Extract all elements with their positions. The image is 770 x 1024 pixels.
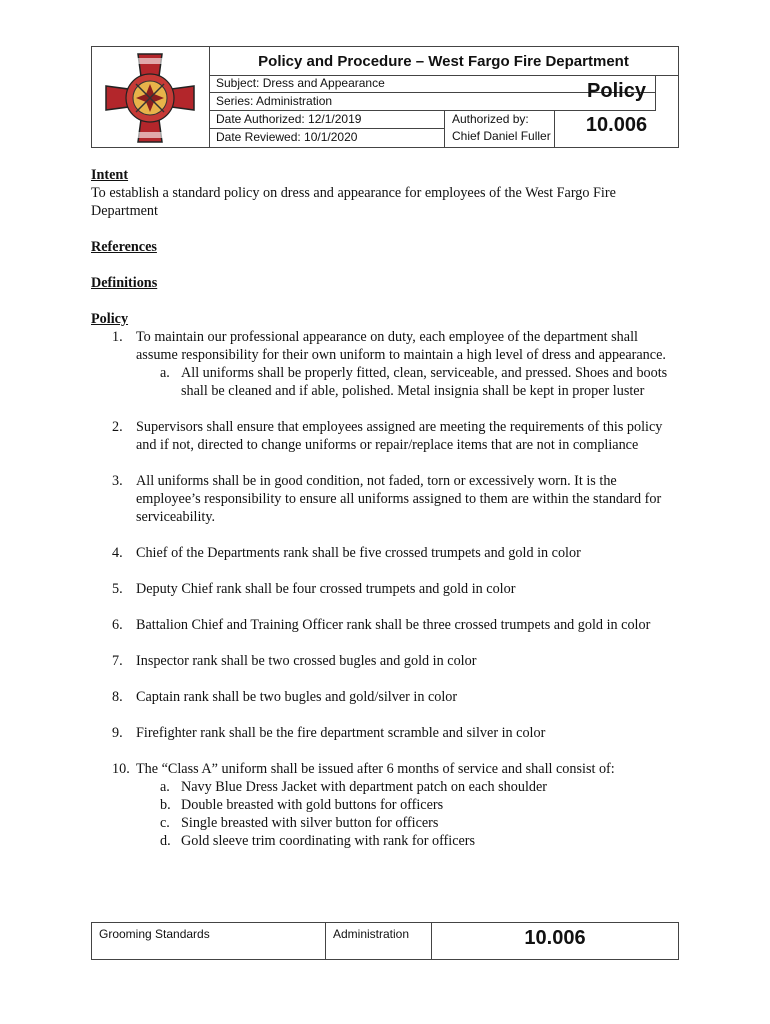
policy-item-number: 5. xyxy=(112,581,123,597)
definitions-heading: Definitions xyxy=(91,275,158,291)
policy-item-number: 7. xyxy=(112,653,123,669)
policy-heading: Policy xyxy=(91,311,129,327)
policy-item-text: Supervisors shall ensure that employees assigned are meeting the requirements of this policy and if not, directed to change uniforms or repair/replace items that are not in compliance xyxy=(136,419,663,453)
policy-subitem xyxy=(91,778,671,796)
policy-item-text: Deputy Chief rank shall be four crossed trumpets and gold in color xyxy=(136,581,516,597)
policy-item xyxy=(91,616,671,634)
policy-subitem-text: All uniforms shall be properly fitted, clean, serviceable, and pressed. Shoes and boots shall be cleaned and if able, polished. Metal insignia shall be kept in proper luster xyxy=(181,365,668,399)
logo-cell xyxy=(92,47,210,147)
policy-subitem xyxy=(91,364,671,400)
date-authorized: Date Authorized: 12/1/2019 xyxy=(209,111,445,129)
policy-item-number: 1. xyxy=(112,329,123,345)
policy-subitem-text: Single breasted with silver button for officers xyxy=(181,815,439,831)
policy-subitem-letter: b. xyxy=(160,797,171,813)
authorized-by-label: Authorized by: xyxy=(452,112,529,126)
policy-subitem-letter: d. xyxy=(160,833,171,849)
policy-item-number: 2. xyxy=(112,419,123,435)
intent-text: To establish a standard policy on dress and appearance for employees of the West Fargo Fire Department xyxy=(91,185,616,219)
policy-subitem-text: Navy Blue Dress Jacket with department patch on each shoulder xyxy=(181,779,548,795)
policy-item xyxy=(91,724,671,742)
policy-item-text: Chief of the Departments rank shall be five crossed trumpets and gold in color xyxy=(136,545,581,561)
policy-item-number: 10. xyxy=(112,761,130,777)
authorized-by-name: Chief Daniel Fuller xyxy=(452,129,551,143)
footer-number: 10.006 xyxy=(524,927,586,949)
policy-item xyxy=(91,580,671,598)
subject: Subject: Dress and Appearance xyxy=(209,75,655,93)
policy-item xyxy=(91,688,671,706)
policy-item-text: Captain rank shall be two bugles and gold/silver in color xyxy=(136,689,458,705)
policy-item-text: To maintain our professional appearance on duty, each employee of the department shall assume responsibility for their own uniform to maintain a high level of dress and appearance. xyxy=(136,329,666,363)
policy-item xyxy=(91,328,671,364)
policy-item-number: 6. xyxy=(112,617,123,633)
footer-series: Administration xyxy=(333,927,410,941)
policy-item-number: 9. xyxy=(112,725,123,741)
date-reviewed: Date Reviewed: 10/1/2020 xyxy=(209,129,445,147)
footer-table xyxy=(91,922,679,960)
authorized-by xyxy=(445,111,555,147)
policy-subitem xyxy=(91,814,671,832)
policy-item-text: All uniforms shall be in good condition, not faded, torn or excessively worn. It is the employee’s responsibility to ensure all uniforms assigned to them are within the standard for serviceability. xyxy=(136,473,662,525)
policy-subitem-letter: a. xyxy=(160,779,170,795)
policy-item-number: 8. xyxy=(112,689,123,705)
policy-subitem xyxy=(91,796,671,814)
policy-item xyxy=(91,760,671,778)
policy-item-number: 4. xyxy=(112,545,123,561)
policy-subitem-text: Gold sleeve trim coordinating with rank for officers xyxy=(181,833,476,849)
policy-item xyxy=(91,652,671,670)
policy-item-text: Battalion Chief and Training Officer rank shall be three crossed trumpets and gold in color xyxy=(136,617,651,633)
footer-section: Grooming Standards xyxy=(99,927,210,941)
policy-item-text: Firefighter rank shall be the fire department scramble and silver in color xyxy=(136,725,546,741)
policy-list xyxy=(91,328,671,850)
fire-department-logo-icon xyxy=(92,47,209,147)
references-heading: References xyxy=(91,239,157,255)
policy-subitem-text: Double breasted with gold buttons for officers xyxy=(181,797,444,813)
intent-heading: Intent xyxy=(91,167,129,183)
policy-subitem-letter: a. xyxy=(160,365,170,381)
policy-label: Policy xyxy=(587,80,646,102)
policy-item xyxy=(91,544,671,562)
policy-number: 10.006 xyxy=(585,114,648,136)
policy-item-text: Inspector rank shall be two crossed bugles and gold in color xyxy=(136,653,477,669)
policy-item xyxy=(91,418,671,454)
policy-item xyxy=(91,472,671,526)
policy-subitem-letter: c. xyxy=(160,815,170,831)
policy-header-table xyxy=(91,46,679,148)
document-title: Policy and Procedure – West Fargo Fire Department xyxy=(209,47,678,76)
policy-item-text: The “Class A” uniform shall be issued after 6 months of service and shall consist of: xyxy=(136,761,615,777)
policy-body xyxy=(91,166,671,850)
policy-subitem xyxy=(91,832,671,850)
policy-item-number: 3. xyxy=(112,473,123,489)
series: Series: Administration xyxy=(209,93,655,111)
policy-number-cell xyxy=(555,75,678,147)
